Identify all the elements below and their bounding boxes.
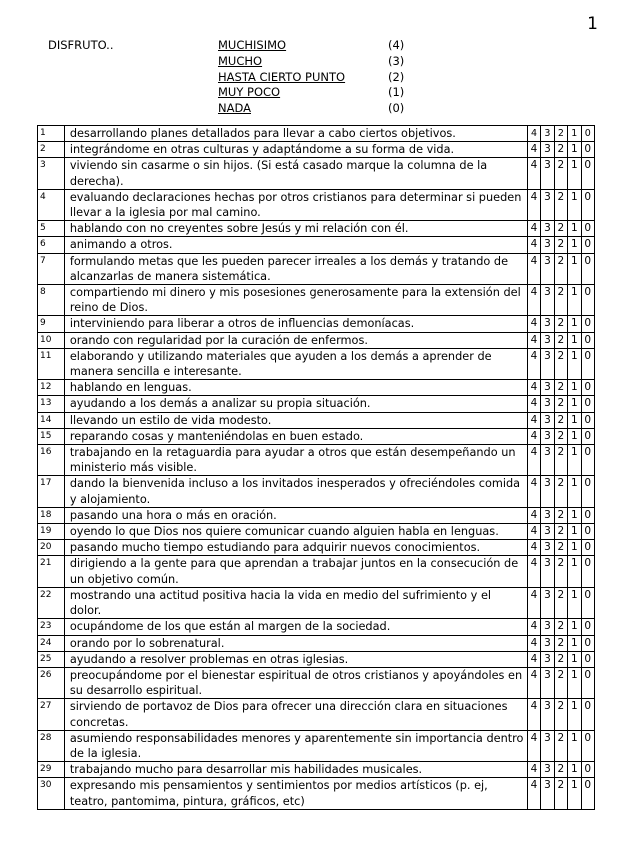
rating-option-3[interactable]: 3 [541, 285, 554, 316]
rating-option-1[interactable]: 1 [568, 730, 581, 761]
item-text: dando la bienvenida incluso a los invitados inesperados y ofreciéndoles comida y alojamiento. [64, 476, 527, 507]
rating-option-4[interactable]: 4 [527, 221, 540, 237]
scale-row [218, 85, 428, 101]
table-row [38, 667, 595, 698]
rating-option-2[interactable]: 2 [554, 189, 567, 220]
rating-option-2[interactable]: 2 [554, 507, 567, 523]
rating-option-3[interactable]: 3 [541, 316, 554, 332]
rating-option-3[interactable]: 3 [541, 699, 554, 730]
rating-option-4[interactable]: 4 [527, 635, 540, 651]
rating-option-0[interactable]: 0 [581, 285, 595, 316]
rating-option-0[interactable]: 0 [581, 445, 595, 476]
table-row [38, 651, 595, 667]
item-number: 10 [38, 332, 65, 348]
table-row [38, 524, 595, 540]
scale-row [218, 101, 428, 117]
item-text: evaluando declaraciones hechas por otros cristianos para determinar si pueden llevar a la iglesia por mal camino. [64, 189, 527, 220]
rating-option-3[interactable]: 3 [541, 619, 554, 635]
rating-option-2[interactable]: 2 [554, 730, 567, 761]
item-text: ocupándome de los que están al margen de la sociedad. [64, 619, 527, 635]
rating-option-2[interactable]: 2 [554, 158, 567, 189]
rating-option-2[interactable]: 2 [554, 556, 567, 587]
item-number: 24 [38, 635, 65, 651]
table-row [38, 730, 595, 761]
item-number: 11 [38, 348, 65, 379]
item-number: 7 [38, 253, 65, 284]
item-number: 16 [38, 445, 65, 476]
rating-option-2[interactable]: 2 [554, 540, 567, 556]
rating-option-4[interactable]: 4 [527, 540, 540, 556]
rating-option-3[interactable]: 3 [541, 221, 554, 237]
rating-option-2[interactable]: 2 [554, 587, 567, 618]
rating-option-4[interactable]: 4 [527, 762, 540, 778]
rating-option-1[interactable]: 1 [568, 380, 581, 396]
rating-scale-legend [218, 38, 428, 117]
rating-option-1[interactable]: 1 [568, 253, 581, 284]
item-number: 18 [38, 507, 65, 523]
rating-option-2[interactable]: 2 [554, 142, 567, 158]
item-number: 23 [38, 619, 65, 635]
item-number: 8 [38, 285, 65, 316]
item-number: 22 [38, 587, 65, 618]
rating-option-0[interactable]: 0 [581, 253, 595, 284]
rating-option-2[interactable]: 2 [554, 762, 567, 778]
rating-option-3[interactable]: 3 [541, 667, 554, 698]
rating-option-0[interactable]: 0 [581, 412, 595, 428]
rating-option-4[interactable]: 4 [527, 380, 540, 396]
rating-option-3[interactable]: 3 [541, 428, 554, 444]
item-number: 14 [38, 412, 65, 428]
table-row [38, 587, 595, 618]
table-row [38, 237, 595, 253]
rating-option-4[interactable]: 4 [527, 524, 540, 540]
scale-label: HASTA CIERTO PUNTO [218, 69, 346, 84]
rating-option-0[interactable]: 0 [581, 587, 595, 618]
table-row [38, 348, 595, 379]
rating-option-3[interactable]: 3 [541, 730, 554, 761]
rating-option-0[interactable]: 0 [581, 667, 595, 698]
table-row [38, 428, 595, 444]
rating-option-3[interactable]: 3 [541, 778, 554, 809]
item-number: 4 [38, 189, 65, 220]
table-row [38, 142, 595, 158]
rating-option-4[interactable]: 4 [527, 507, 540, 523]
rating-option-0[interactable]: 0 [581, 778, 595, 809]
rating-option-1[interactable]: 1 [568, 142, 581, 158]
item-number: 27 [38, 699, 65, 730]
rating-option-1[interactable]: 1 [568, 507, 581, 523]
table-row [38, 285, 595, 316]
rating-option-3[interactable]: 3 [541, 412, 554, 428]
item-number: 19 [38, 524, 65, 540]
item-text: interviniendo para liberar a otros de influencias demoníacas. [64, 316, 527, 332]
rating-option-0[interactable]: 0 [581, 476, 595, 507]
rating-option-3[interactable]: 3 [541, 158, 554, 189]
item-text: pasando mucho tiempo estudiando para adquirir nuevos conocimientos. [64, 540, 527, 556]
rating-option-1[interactable]: 1 [568, 762, 581, 778]
rating-option-4[interactable]: 4 [527, 476, 540, 507]
item-text: reparando cosas y manteniéndolas en buen estado. [64, 428, 527, 444]
item-text: formulando metas que les pueden parecer irreales a los demás y tratando de alcanzarlas de manera sistemática. [64, 253, 527, 284]
rating-option-4[interactable]: 4 [527, 730, 540, 761]
item-number: 6 [38, 237, 65, 253]
item-text: trabajando en la retaguardia para ayudar a otros que están desempeñando un ministerio más visible. [64, 445, 527, 476]
rating-option-4[interactable]: 4 [527, 699, 540, 730]
rating-option-0[interactable]: 0 [581, 524, 595, 540]
rating-option-4[interactable]: 4 [527, 428, 540, 444]
item-text: preocupándome por el bienestar espiritual de otros cristianos y apoyándoles en su desarrollo espiritual. [64, 667, 527, 698]
rating-option-1[interactable]: 1 [568, 651, 581, 667]
rating-option-2[interactable]: 2 [554, 285, 567, 316]
rating-option-0[interactable]: 0 [581, 556, 595, 587]
scale-label: MUCHISIMO [218, 38, 287, 52]
rating-option-3[interactable]: 3 [541, 126, 554, 142]
table-row [38, 126, 595, 142]
rating-option-2[interactable]: 2 [554, 237, 567, 253]
rating-option-3[interactable]: 3 [541, 380, 554, 396]
rating-option-4[interactable]: 4 [527, 189, 540, 220]
scale-row [218, 70, 428, 86]
item-text: expresando mis pensamientos y sentimientos por medios artísticos (p. ej, teatro, pantomima, pintura, gráficos, etc) [64, 778, 527, 809]
rating-option-0[interactable]: 0 [581, 348, 595, 379]
rating-option-3[interactable]: 3 [541, 635, 554, 651]
rating-option-2[interactable]: 2 [554, 524, 567, 540]
item-text: viviendo sin casarme o sin hijos. (Si está casado marque la columna de la derecha). [64, 158, 527, 189]
page-number: 1 [587, 14, 598, 34]
item-text: ayudando a los demás a analizar su propia situación. [64, 396, 527, 412]
rating-option-4[interactable]: 4 [527, 158, 540, 189]
rating-option-0[interactable]: 0 [581, 619, 595, 635]
rating-option-2[interactable]: 2 [554, 651, 567, 667]
rating-option-1[interactable]: 1 [568, 476, 581, 507]
rating-option-1[interactable]: 1 [568, 285, 581, 316]
item-number: 28 [38, 730, 65, 761]
item-text: mostrando una actitud positiva hacia la vida en medio del sufrimiento y el dolor. [64, 587, 527, 618]
rating-option-2[interactable]: 2 [554, 619, 567, 635]
table-row [38, 507, 595, 523]
rating-option-1[interactable]: 1 [568, 587, 581, 618]
item-number: 26 [38, 667, 65, 698]
rating-option-2[interactable]: 2 [554, 126, 567, 142]
rating-option-3[interactable]: 3 [541, 556, 554, 587]
rating-option-0[interactable]: 0 [581, 699, 595, 730]
rating-option-2[interactable]: 2 [554, 221, 567, 237]
item-number: 9 [38, 316, 65, 332]
rating-option-1[interactable]: 1 [568, 524, 581, 540]
rating-option-1[interactable]: 1 [568, 158, 581, 189]
item-text: pasando una hora o más en oración. [64, 507, 527, 523]
rating-option-1[interactable]: 1 [568, 348, 581, 379]
item-text: orando con regularidad por la curación de enfermos. [64, 332, 527, 348]
table-row [38, 332, 595, 348]
table-row [38, 396, 595, 412]
rating-option-0[interactable]: 0 [581, 158, 595, 189]
rating-option-2[interactable]: 2 [554, 476, 567, 507]
rating-option-0[interactable]: 0 [581, 126, 595, 142]
rating-option-1[interactable]: 1 [568, 221, 581, 237]
table-row [38, 380, 595, 396]
item-number: 5 [38, 221, 65, 237]
rating-option-1[interactable]: 1 [568, 556, 581, 587]
scale-value: (0) [388, 101, 405, 116]
rating-option-3[interactable]: 3 [541, 253, 554, 284]
item-number: 25 [38, 651, 65, 667]
table-row [38, 221, 595, 237]
table-row [38, 316, 595, 332]
rating-option-3[interactable]: 3 [541, 396, 554, 412]
rating-option-2[interactable]: 2 [554, 635, 567, 651]
rating-option-4[interactable]: 4 [527, 348, 540, 379]
rating-option-4[interactable]: 4 [527, 778, 540, 809]
item-text: integrándome en otras culturas y adaptándome a su forma de vida. [64, 142, 527, 158]
scale-label: MUCHO [218, 53, 263, 68]
rating-option-4[interactable]: 4 [527, 253, 540, 284]
item-number: 12 [38, 380, 65, 396]
section-title: DISFRUTO.. [48, 38, 114, 52]
rating-option-2[interactable]: 2 [554, 667, 567, 698]
rating-option-2[interactable]: 2 [554, 396, 567, 412]
rating-option-4[interactable]: 4 [527, 316, 540, 332]
table-row [38, 189, 595, 220]
item-number: 1 [38, 126, 65, 142]
item-text: dirigiendo a la gente para que aprendan a trabajar juntos en la consecución de un objetivo común. [64, 556, 527, 587]
table-row [38, 412, 595, 428]
rating-option-1[interactable]: 1 [568, 428, 581, 444]
rating-option-3[interactable]: 3 [541, 476, 554, 507]
questionnaire-table [37, 125, 595, 810]
rating-option-0[interactable]: 0 [581, 380, 595, 396]
scale-value: (4) [388, 38, 405, 52]
rating-option-2[interactable]: 2 [554, 412, 567, 428]
item-text: llevando un estilo de vida modesto. [64, 412, 527, 428]
rating-option-1[interactable]: 1 [568, 778, 581, 809]
scale-value: (1) [388, 85, 405, 100]
rating-option-3[interactable]: 3 [541, 348, 554, 379]
table-row [38, 778, 595, 809]
rating-option-4[interactable]: 4 [527, 587, 540, 618]
rating-option-1[interactable]: 1 [568, 126, 581, 142]
table-row [38, 158, 595, 189]
rating-option-2[interactable]: 2 [554, 348, 567, 379]
rating-option-4[interactable]: 4 [527, 651, 540, 667]
rating-option-0[interactable]: 0 [581, 428, 595, 444]
rating-option-3[interactable]: 3 [541, 237, 554, 253]
item-number: 17 [38, 476, 65, 507]
rating-option-0[interactable]: 0 [581, 316, 595, 332]
rating-option-3[interactable]: 3 [541, 762, 554, 778]
rating-option-2[interactable]: 2 [554, 445, 567, 476]
rating-option-4[interactable]: 4 [527, 396, 540, 412]
table-row [38, 556, 595, 587]
rating-option-0[interactable]: 0 [581, 540, 595, 556]
table-row [38, 540, 595, 556]
rating-option-4[interactable]: 4 [527, 237, 540, 253]
rating-option-4[interactable]: 4 [527, 285, 540, 316]
item-text: ayudando a resolver problemas en otras iglesias. [64, 651, 527, 667]
table-row [38, 445, 595, 476]
rating-option-4[interactable]: 4 [527, 667, 540, 698]
rating-option-1[interactable]: 1 [568, 445, 581, 476]
scale-row [218, 54, 428, 70]
table-row [38, 476, 595, 507]
item-number: 3 [38, 158, 65, 189]
item-text: compartiendo mi dinero y mis posesiones generosamente para la extensión del reino de Dios. [64, 285, 527, 316]
scale-label: MUY POCO [218, 85, 281, 100]
item-number: 30 [38, 778, 65, 809]
rating-option-3[interactable]: 3 [541, 142, 554, 158]
scale-label: NADA [218, 101, 251, 116]
rating-option-0[interactable]: 0 [581, 189, 595, 220]
item-number: 29 [38, 762, 65, 778]
rating-option-4[interactable]: 4 [527, 412, 540, 428]
rating-option-3[interactable]: 3 [541, 524, 554, 540]
rating-option-1[interactable]: 1 [568, 237, 581, 253]
rating-option-0[interactable]: 0 [581, 507, 595, 523]
item-number: 15 [38, 428, 65, 444]
rating-option-3[interactable]: 3 [541, 332, 554, 348]
item-number: 21 [38, 556, 65, 587]
item-text: elaborando y utilizando materiales que ayuden a los demás a aprender de manera sencilla e interesante. [64, 348, 527, 379]
rating-option-2[interactable]: 2 [554, 778, 567, 809]
rating-option-2[interactable]: 2 [554, 380, 567, 396]
rating-option-4[interactable]: 4 [527, 445, 540, 476]
item-number: 13 [38, 396, 65, 412]
rating-option-1[interactable]: 1 [568, 635, 581, 651]
rating-option-0[interactable]: 0 [581, 651, 595, 667]
item-text: hablando en lenguas. [64, 380, 527, 396]
rating-option-1[interactable]: 1 [568, 332, 581, 348]
scale-value: (2) [388, 69, 405, 84]
rating-option-0[interactable]: 0 [581, 332, 595, 348]
item-text: hablando con no creyentes sobre Jesús y mi relación con él. [64, 221, 527, 237]
rating-option-0[interactable]: 0 [581, 635, 595, 651]
rating-option-2[interactable]: 2 [554, 428, 567, 444]
table-row [38, 253, 595, 284]
rating-option-1[interactable]: 1 [568, 189, 581, 220]
item-text: animando a otros. [64, 237, 527, 253]
rating-option-3[interactable]: 3 [541, 507, 554, 523]
rating-option-0[interactable]: 0 [581, 396, 595, 412]
table-row [38, 762, 595, 778]
rating-option-1[interactable]: 1 [568, 412, 581, 428]
rating-option-0[interactable]: 0 [581, 142, 595, 158]
rating-option-0[interactable]: 0 [581, 237, 595, 253]
rating-option-1[interactable]: 1 [568, 540, 581, 556]
rating-option-3[interactable]: 3 [541, 587, 554, 618]
scale-row [218, 38, 428, 54]
rating-option-2[interactable]: 2 [554, 316, 567, 332]
rating-option-1[interactable]: 1 [568, 396, 581, 412]
table-row [38, 635, 595, 651]
rating-option-3[interactable]: 3 [541, 651, 554, 667]
rating-option-4[interactable]: 4 [527, 556, 540, 587]
table-row [38, 619, 595, 635]
item-text: sirviendo de portavoz de Dios para ofrecer una dirección clara en situaciones concretas. [64, 699, 527, 730]
rating-option-0[interactable]: 0 [581, 762, 595, 778]
rating-option-2[interactable]: 2 [554, 699, 567, 730]
item-text: trabajando mucho para desarrollar mis habilidades musicales. [64, 762, 527, 778]
rating-option-0[interactable]: 0 [581, 730, 595, 761]
rating-option-0[interactable]: 0 [581, 221, 595, 237]
item-text: orando por lo sobrenatural. [64, 635, 527, 651]
rating-option-4[interactable]: 4 [527, 619, 540, 635]
rating-option-1[interactable]: 1 [568, 699, 581, 730]
item-text: asumiendo responsabilidades menores y aparentemente sin importancia dentro de la iglesia. [64, 730, 527, 761]
item-number: 20 [38, 540, 65, 556]
rating-option-3[interactable]: 3 [541, 540, 554, 556]
table-row [38, 699, 595, 730]
rating-option-4[interactable]: 4 [527, 332, 540, 348]
rating-option-3[interactable]: 3 [541, 445, 554, 476]
rating-option-1[interactable]: 1 [568, 316, 581, 332]
rating-option-4[interactable]: 4 [527, 142, 540, 158]
rating-option-1[interactable]: 1 [568, 619, 581, 635]
rating-option-2[interactable]: 2 [554, 332, 567, 348]
rating-option-2[interactable]: 2 [554, 253, 567, 284]
item-number: 2 [38, 142, 65, 158]
rating-option-1[interactable]: 1 [568, 667, 581, 698]
rating-option-4[interactable]: 4 [527, 126, 540, 142]
item-text: desarrollando planes detallados para llevar a cabo ciertos objetivos. [64, 126, 527, 142]
rating-option-3[interactable]: 3 [541, 189, 554, 220]
scale-value: (3) [388, 53, 405, 68]
item-text: oyendo lo que Dios nos quiere comunicar cuando alguien habla en lenguas. [64, 524, 527, 540]
